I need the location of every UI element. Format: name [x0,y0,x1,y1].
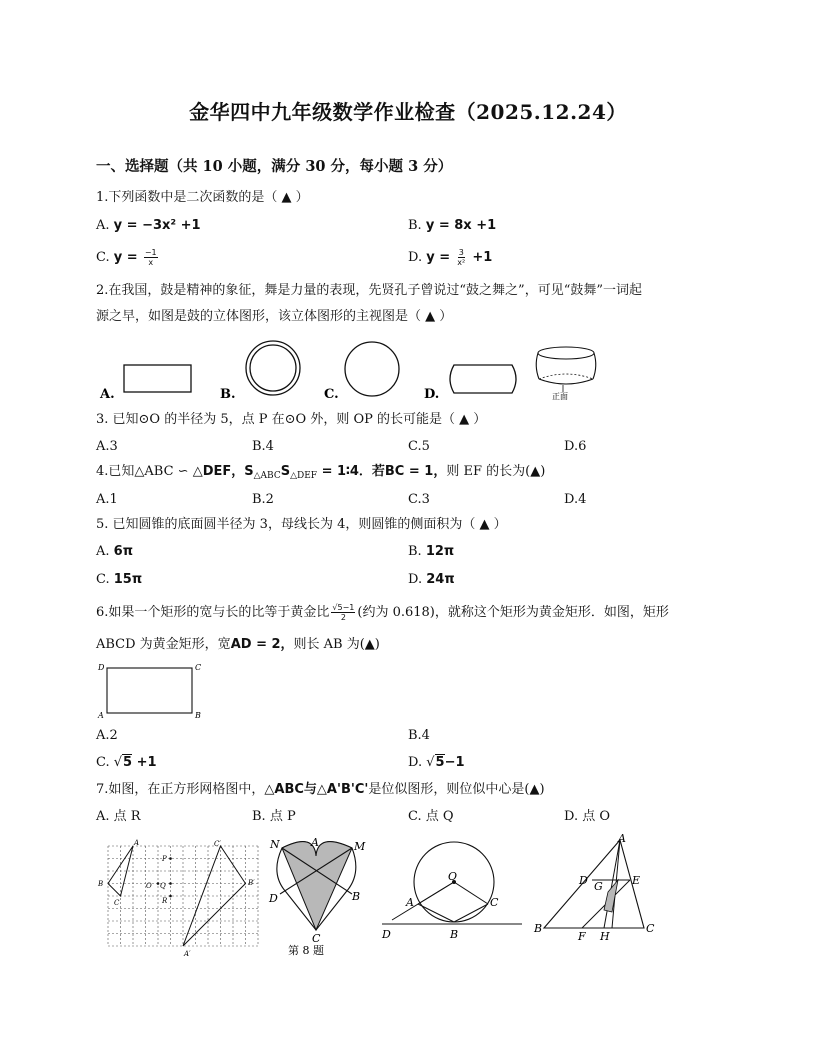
question-2-stem-line1: 2.在我国，鼓是精神的象征，舞是力量的表现，先贤孔子曾说过“鼓之舞之”，可见“鼓舞”一词起 [96,283,642,298]
golden-ratio-fraction: $\frac{√5-1}{2}$ [332,603,355,622]
svg-text:P: P [162,855,167,863]
section-heading: 一、选择题（共 10 小题，满分 30 分，每小题 3 分） [96,158,453,175]
svg-text:A′: A′ [184,950,191,958]
q3-option-b: B.4 [252,439,274,454]
figure-8-caption: 第 8 题 [288,944,324,957]
svg-text:Q: Q [160,882,166,890]
q2-view-d-barrel [450,365,516,393]
q2-label-d: D. [424,387,440,402]
q2-view-b-outer-circle [246,341,300,395]
q5-option-a: A. 6π [96,544,134,559]
question-6-stem-line1: 6.如果一个矩形的宽与长的比等于黄金比 $\frac{√5-1}{2}$ (约为 0.618)，就称这个矩形为黄金矩形．如图，矩形 [96,603,669,622]
question-7-stem: 7.如图，在正方形网格图中，△ABC与△A'B'C'是位似图形，则位似中心是(▲) [96,782,545,797]
svg-text:D: D [269,892,278,905]
svg-text:O: O [146,882,152,890]
svg-text:C: C [195,663,202,672]
svg-text:B: B [98,880,104,888]
svg-text:C: C [646,922,655,935]
q4-option-c: C.3 [408,492,430,507]
q5-option-d: D. 24π [408,572,455,587]
svg-text:C: C [312,932,321,945]
question-4-stem: 4.已知△ABC ∽ △DEF，$S_{\triangle ABC}S_{\triangle DEF}$ = 1∶4．若BC = 1，则 EF 的长为(▲) [96,464,546,481]
svg-text:O: O [448,870,458,883]
q6-rectangle-figure [96,660,216,722]
q6-option-a: A.2 [96,728,118,743]
svg-text:N: N [270,838,280,851]
q2-front-label: 正面 [552,392,568,401]
svg-text:A: A [618,832,626,845]
svg-text:B: B [534,922,543,935]
q3-option-c: C.5 [408,439,430,454]
svg-text:C: C [114,899,120,907]
question-6-stem-line2: ABCD 为黄金矩形，宽AD = 2，则长 AB 为(▲) [96,637,380,652]
svg-text:D: D [579,874,588,887]
svg-text:R: R [162,897,168,905]
svg-text:A: A [134,839,140,847]
svg-text:M: M [354,840,366,853]
svg-text:B′: B′ [248,879,255,887]
q2-drum-views-figure [96,336,616,406]
q7-option-c: C. 点 Q [408,809,454,824]
q7-grid-figure [96,834,266,958]
svg-text:C′: C′ [214,840,221,848]
q2-view-a-rectangle [124,365,191,392]
triangle-figure [532,830,656,944]
fraction: $\frac{3}{\text{x²}}$ [457,248,466,267]
svg-text:A: A [98,711,104,720]
svg-text:A: A [311,836,319,849]
page-title: 金华四中九年级数学作业检查（2025.12.24） [189,100,627,124]
svg-text:D: D [382,928,391,941]
question-3-stem: 3. 已知⊙O 的半径为 5，点 P 在⊙O 外，则 OP 的长可能是（ ▲ ） [96,412,487,427]
q2-label-b: B. [220,387,236,402]
svg-text:H: H [600,930,610,943]
q7-option-a: A. 点 R [96,809,141,824]
q5-option-c: C. 15π [96,572,143,587]
q6-option-d: D. √5−1 [408,755,465,770]
q3-option-a: A.3 [96,439,118,454]
svg-text:A: A [406,896,414,909]
svg-text:D: D [98,663,105,672]
q8-heart-figure [266,834,376,958]
q7-option-b: B. 点 P [252,809,296,824]
q1-option-d: D. y = $\frac{3}{\text{x²}}$ +1 [408,248,493,267]
question-5-stem: 5. 已知圆锥的底面圆半径为 3，母线长为 4，则圆锥的侧面积为（ ▲ ） [96,517,507,532]
q3-option-d: D.6 [564,439,587,454]
q2-drum-3d-figure [536,347,596,401]
circle-tangent-figure [378,834,528,944]
q1-option-c: C. y = $\frac{-1}{x}$ [96,248,157,267]
q1-option-a: A. y = −3x² +1 [96,218,201,233]
svg-text:F: F [578,930,586,943]
svg-text:G: G [594,880,603,893]
q4-option-b: B.2 [252,492,274,507]
question-1-stem: 1.下列函数中是二次函数的是（ ▲ ） [96,190,309,205]
q1-option-b: B. y = 8x +1 [408,218,497,233]
q2-label-c: C. [324,387,339,402]
q2-label-a: A. [100,387,115,402]
question-2-stem-line2: 源之早，如图是鼓的立体图形，该立体图形的主视图是（ ▲ ） [96,309,453,324]
fraction: $\frac{-1}{x}$ [144,248,157,267]
q2-view-c-circle [345,342,399,396]
q7-option-d: D. 点 O [564,809,611,824]
q5-option-b: B. 12π [408,544,455,559]
golden-rectangle [107,668,192,713]
q6-option-c: C. √5 +1 [96,755,157,770]
svg-text:C: C [490,896,499,909]
q4-option-a: A.1 [96,492,118,507]
svg-text:E: E [632,874,641,887]
svg-text:B: B [450,928,459,941]
svg-text:B: B [195,711,201,720]
q2-view-b-inner-circle [250,345,296,391]
svg-text:B: B [352,890,361,903]
q6-option-b: B.4 [408,728,430,743]
q4-option-d: D.4 [564,492,587,507]
